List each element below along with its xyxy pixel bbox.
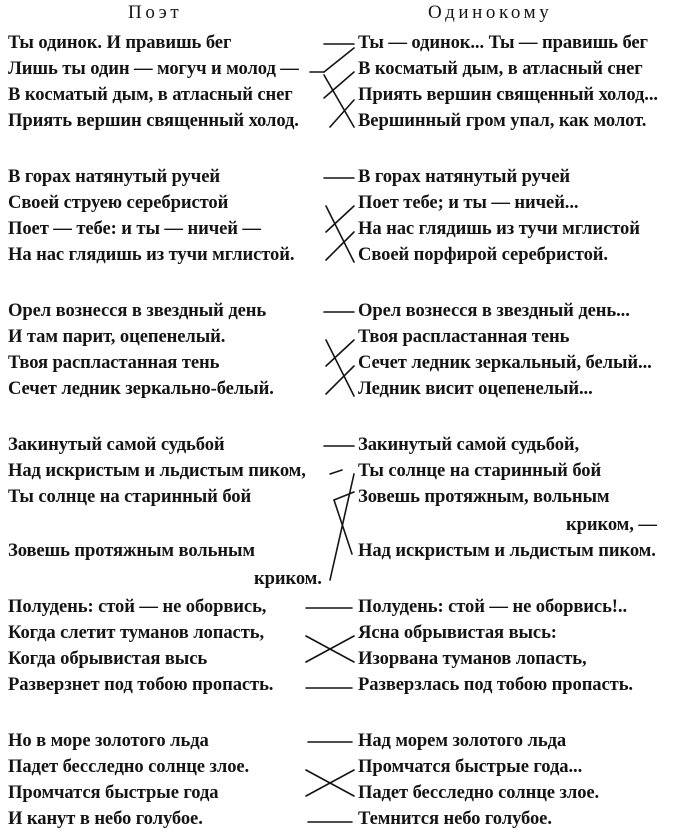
right-line-s6-3: Падет бесследно солнце злое.	[358, 782, 600, 803]
connector-s5-c	[306, 636, 354, 662]
left-line-s1-2: Лишь ты один — могуч и молод —	[8, 58, 299, 79]
connector-s1-c	[324, 48, 354, 72]
right-line-s6-4: Темнится небо голубое.	[358, 808, 552, 829]
connector-s5-b	[306, 636, 354, 662]
connector-s1-f	[330, 100, 354, 127]
connector-s2-b	[326, 206, 354, 262]
left-line-s5-3: Когда обрывистая высь	[8, 648, 208, 669]
right-line-s2-1: В горах натянутый ручей	[358, 166, 570, 187]
left-line-s3-3: Твоя распластанная тень	[8, 352, 220, 373]
left-line-s1-4: Приять вершин священный холод.	[8, 110, 299, 131]
left-line-s3-1: Орел вознесся в звездный день	[8, 300, 267, 321]
right-line-s2-4: Своей порфирой серебристой.	[358, 244, 608, 265]
left-line-s5-4: Разверзнет под тобою пропасть.	[8, 674, 274, 695]
connector-s4-d	[334, 492, 354, 500]
left-line-s5-1: Полудень: стой — не оборвись,	[8, 596, 267, 617]
right-line-s3-1: Орел вознесся в звездный день...	[358, 300, 630, 321]
left-line-s6-4: И канут в небо голубое.	[8, 808, 203, 829]
left-line-s2-4: На нас глядишь из тучи мглистой.	[8, 244, 295, 265]
connector-s1-e	[324, 72, 354, 98]
connector-s4-c	[330, 474, 354, 580]
connector-s3-d	[326, 366, 354, 394]
right-line-s6-1: Над морем золотого льда	[358, 730, 567, 751]
right-line-s6-2: Промчатся быстрые года...	[358, 756, 583, 777]
left-line-s3-4: Сечет ледник зеркально-белый.	[8, 378, 274, 399]
right-line-s5-1: Полудень: стой — не оборвись!..	[358, 596, 627, 617]
left-line-s6-3: Промчатся быстрые года	[8, 782, 219, 803]
right-line-s4-2: Ты солнце на старинный бой	[358, 460, 602, 481]
right-line-s5-4: Разверзлась под тобою пропасть.	[358, 674, 633, 695]
right-line-s1-2: В косматый дым, в атласный снег	[358, 58, 643, 79]
left-line-s2-3: Поет — тебе: и ты — ничей —	[8, 218, 261, 239]
right-line-s5-3: Изорвана туманов лопасть,	[358, 648, 587, 669]
right-line-s1-3: Приять вершин священный холод...	[358, 84, 658, 105]
left-line-s6-2: Падет бесследно солнце злое.	[8, 756, 250, 777]
right-line-s4-5: Над искристым и льдистым пиком.	[358, 540, 656, 561]
connector-s6-c	[306, 770, 354, 796]
connector-s4-b	[330, 470, 342, 474]
connector-s1-d	[324, 75, 354, 127]
right-line-s3-4: Ледник висит оцепенелый...	[358, 378, 593, 399]
right-line-s3-3: Сечет ледник зеркальный, белый...	[358, 352, 652, 373]
connector-s2-c	[326, 206, 354, 232]
right-line-s1-4: Вершинный гром упал, как молот.	[358, 110, 647, 131]
connector-s4-e	[334, 500, 352, 554]
right-line-s5-2: Ясна обрывистая высь:	[358, 622, 557, 643]
connector-s3-b	[326, 340, 354, 396]
right-line-s1-1: Ты — одинок... Ты — правишь бег	[358, 32, 648, 53]
left-line-s4-5: криком.	[254, 568, 322, 589]
connector-s3-c	[326, 340, 354, 366]
right-line-s3-2: Твоя распластанная тень	[358, 326, 570, 347]
left-line-s3-2: И там парит, оцепенелый.	[8, 326, 226, 347]
heading-poet: Поэт	[128, 2, 183, 23]
left-line-s4-1: Закинутый самой судьбой	[8, 434, 225, 455]
right-line-s2-3: На нас глядишь из тучи мглистой	[358, 218, 640, 239]
connector-s2-d	[326, 232, 354, 260]
left-line-s4-4: Зовешь протяжным вольным	[8, 540, 255, 561]
left-line-s4-2: Над искристым и льдистым пиком,	[8, 460, 306, 481]
right-line-s4-1: Закинутый самой судьбой,	[358, 434, 580, 455]
connector-s6-b	[306, 770, 354, 796]
right-line-s4-4: криком, —	[566, 514, 657, 535]
left-line-s2-2: Своей струею серебристой	[8, 192, 229, 213]
left-line-s4-3: Ты солнце на старинный бой	[8, 486, 252, 507]
left-line-s5-2: Когда слетит туманов лопасть,	[8, 622, 265, 643]
right-line-s4-3: Зовешь протяжным, вольным	[358, 486, 610, 507]
heading-odinokomu: Одинокому	[428, 2, 553, 23]
right-line-s2-2: Поет тебе; и ты — ничей...	[358, 192, 579, 213]
left-line-s1-1: Ты одинок. И правишь бег	[8, 32, 232, 53]
left-line-s6-1: Но в море золотого льда	[8, 730, 209, 751]
left-line-s1-3: В косматый дым, в атласный снег	[8, 84, 293, 105]
left-line-s2-1: В горах натянутый ручей	[8, 166, 220, 187]
